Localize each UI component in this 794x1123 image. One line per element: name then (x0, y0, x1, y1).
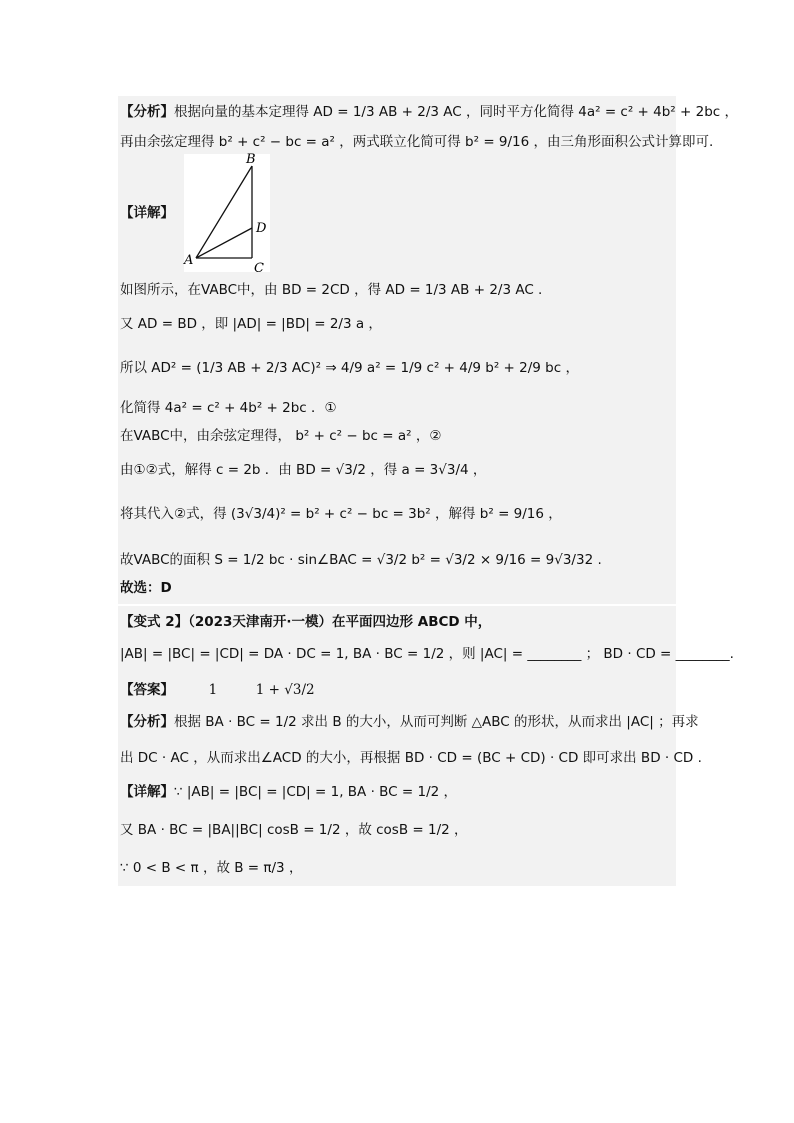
solution-block-2 (118, 606, 734, 886)
figure-background (184, 154, 270, 272)
variant-detail-1 (118, 782, 676, 802)
label-a: A (184, 253, 194, 268)
detail-step-1: 如图所示，在VABC中，由 BD = 2CD ，得 AD = 1/3 AB + 2/3 AC . (120, 282, 543, 298)
detail-step-4: 化简得 4a² = c² + 4b² + 2bc ．① (120, 400, 337, 416)
answer-row (118, 680, 676, 700)
detail-step-6: 由①②式，解得 c = 2b ．由 BD = √3/2 ，得 a = 3√3/4 ， (120, 462, 487, 478)
detail-tag: 【详解】 (120, 205, 174, 221)
detail-step-5: 在VABC中，由余弦定理得， b² + c² − bc = a² ，② (120, 428, 442, 444)
detail-step-7: 将其代入②式，得 (3√3/4)² = b² + c² − bc = 3b² ，解得 b² = 9/16 ， (120, 506, 562, 522)
answer-choice: 故选：D (120, 580, 172, 596)
triangle-figure (182, 152, 272, 274)
answer-value-2: 1 + √3/2 (255, 682, 315, 698)
detail-figure-row (118, 152, 676, 274)
label-b: B (246, 152, 256, 167)
variant-title: 【变式 2】（2023天津南开·一模）在平面四边形 ABCD 中， (120, 614, 492, 630)
variant-step-3: ∵ 0 < B < π ，故 B = π/3 ， (120, 860, 303, 876)
answer-value-1: 1 (208, 682, 218, 698)
variant-analysis-2: 出 DC · AC ，从而求出∠ACD 的大小，再根据 BD · CD = (BC + CD) · CD 即可求出 BD · CD . (120, 750, 702, 766)
variant-step-1: ∵ |AB| = |BC| = |CD| = 1, BA · BC = 1/2 ， (174, 784, 458, 800)
document-page (118, 96, 738, 886)
detail-step-8: 故VABC的面积 S = 1/2 bc · sin∠BAC = √3/2 b² = √3/2 × 9/16 = 9√3/32 . (120, 552, 602, 568)
solution-block-1 (118, 96, 738, 604)
answer-tag: 【答案】 (120, 682, 174, 698)
analysis-text-1: 根据向量的基本定理得 AD = 1/3 AB + 2/3 AC ，同时平方化简得 4a² = c² + 4b² + 2bc ， (174, 104, 738, 120)
analysis-paragraph-2 (118, 132, 714, 152)
detail-step-3: 所以 AD² = (1/3 AB + 2/3 AC)² ⇒ 4/9 a² = 1/9 c² + 4/9 b² + 2/9 bc ， (120, 360, 579, 376)
variant-analysis-text-1: 根据 BA · BC = 1/2 求出 B 的大小，从而可判断 △ABC 的形状，从而求出 |AC| ；再求 (174, 714, 699, 730)
analysis-text-2: 再由余弦定理得 b² + c² − bc = a² ，两式联立化简可得 b² = 9/16 ，由三角形面积公式计算即可. (120, 134, 714, 150)
variant-analysis-tag: 【分析】 (120, 714, 174, 730)
variant-detail-tag: 【详解】 (120, 784, 174, 800)
analysis-tag: 【分析】 (120, 104, 174, 120)
variant-step-2: 又 BA · BC = |BA||BC| cosB = 1/2 ，故 cosB = 1/2 ， (120, 822, 468, 838)
variant-analysis-1 (118, 712, 699, 732)
label-c: C (254, 261, 264, 274)
detail-step-2: 又 AD = BD ，即 |AD| = |BD| = 2/3 a ， (120, 316, 382, 332)
variant-question: |AB| = |BC| = |CD| = DA · DC = 1, BA · BC = 1/2 ，则 |AC| = ________ ； BD · CD = ________. (120, 646, 734, 662)
analysis-paragraph-1 (118, 102, 738, 122)
label-d: D (256, 221, 267, 236)
